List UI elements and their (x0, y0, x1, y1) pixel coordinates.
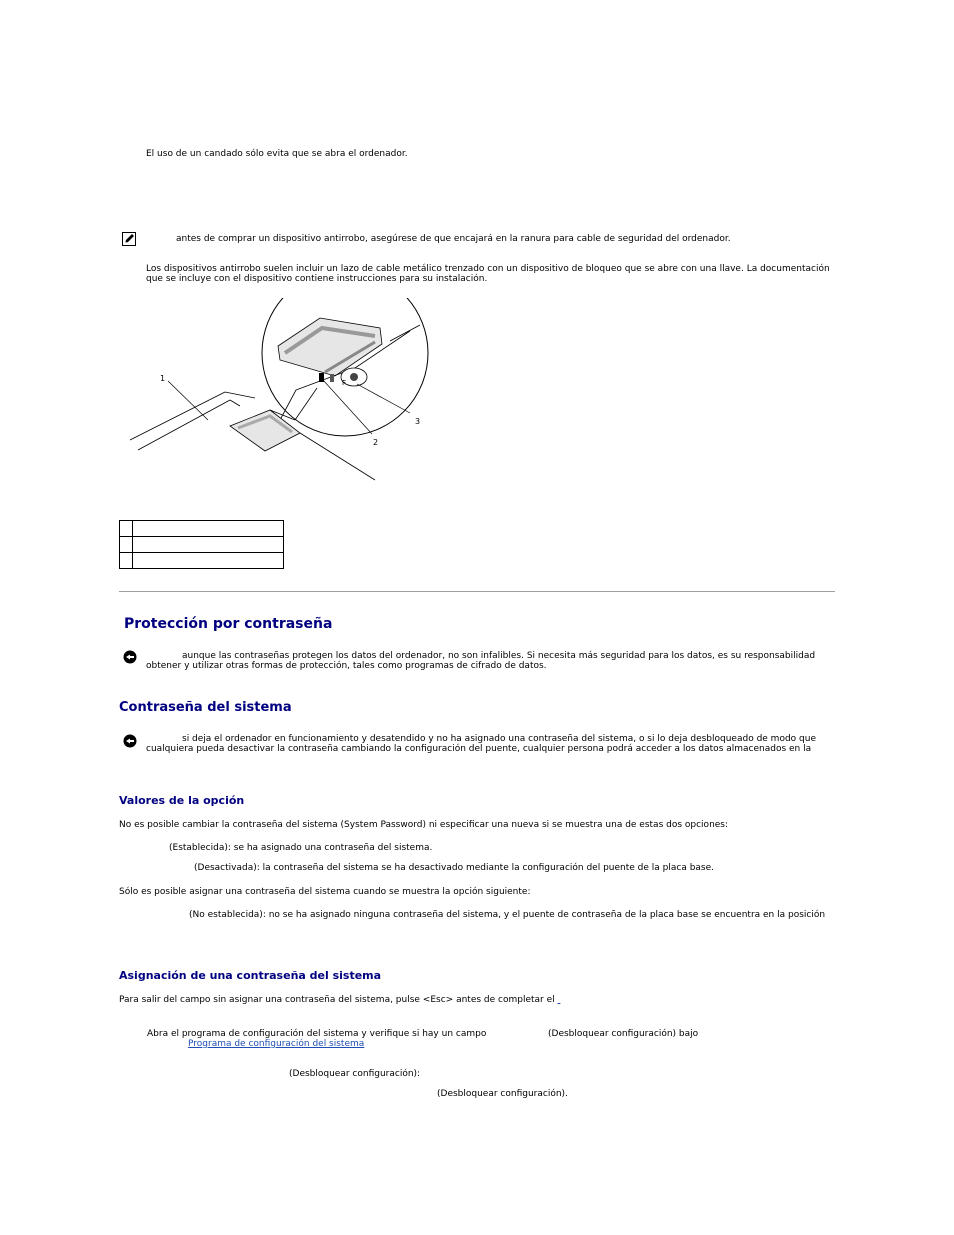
step-1-text-b: (Desbloquear configuración) bajo (548, 1029, 699, 1039)
security-slot-figure (120, 298, 440, 483)
section-title-option-values: Valores de la opción (119, 794, 245, 807)
legend-cell (133, 537, 284, 553)
notice-icon (123, 650, 137, 664)
table-row (120, 521, 284, 537)
section-title-system-password: Contraseña del sistema (119, 700, 292, 715)
password-notice-text: aunque las contraseñas protegen los datos del ordenador, no son infalibles. Si necesita más seguridad para los datos, es su responsabilidad obtener y utilizar otras formas de protección, tales como programas de cifrado de datos. (146, 651, 816, 671)
table-row (120, 537, 284, 553)
intro-text: El uso de un candado sólo evita que se abra el ordenador. (146, 149, 408, 159)
option-not-set: (No establecida): no se ha asignado ninguna contraseña del sistema, y el puente de contraseña de la placa base se encuentra en la posición (189, 910, 826, 920)
step-1-text-a: Abra el programa de configuración del sistema y verifique si hay un campo (147, 1029, 487, 1039)
section-title-password-protection: Protección por contraseña (124, 616, 333, 632)
step-3-text: (Desbloquear configuración). (437, 1089, 568, 1099)
system-setup-link[interactable]: Programa de configuración del sistema (188, 1039, 365, 1049)
notice-icon (123, 734, 137, 748)
note-pencil-icon (122, 232, 136, 246)
assign-intro: Sólo es posible asignar una contraseña del sistema cuando se muestra la opción siguiente: (119, 887, 531, 897)
legend-cell (133, 521, 284, 537)
blank-link[interactable] (558, 995, 588, 1005)
option-set: (Establecida): se ha asignado una contraseña del sistema. (169, 843, 433, 853)
section-title-assign-password: Asignación de una contraseña del sistema (119, 969, 382, 982)
table-row (120, 553, 284, 569)
values-intro: No es posible cambiar la contraseña del sistema (System Password) ni especificar una nueva si se muestra una de estas dos opciones: (119, 820, 729, 830)
exit-instruction: Para salir del campo sin asignar una contraseña del sistema, pulse <Esc> antes de completar el (119, 995, 588, 1005)
callout-legend-table (119, 520, 284, 569)
note-text: antes de comprar un dispositivo antirrobo, asegúrese de que encajará en la ranura para cable de seguridad del ordenador. (176, 234, 731, 244)
svg-text:F: F (342, 379, 347, 387)
legend-cell (133, 553, 284, 569)
callout-1: 1 (160, 374, 166, 383)
option-disabled: (Desactivada): la contraseña del sistema se ha desactivado mediante la configuración del puente de la placa base. (194, 863, 715, 873)
callout-3: 3 (415, 417, 421, 426)
step-2-text: (Desbloquear configuración): (289, 1069, 421, 1079)
system-notice-text: si deja el ordenador en funcionamiento y desatendido y no ha asignado una contraseña del sistema, o si lo deja desbloqueado de modo que cualquiera pueda desactivar la contraseña cambiando la configuración del puente, cualquier persona podrá acceder a los datos almacenados en la (146, 734, 816, 754)
device-text: Los dispositivos antirrobo suelen incluir un lazo de cable metálico trenzado con un dispositivo de bloqueo que se abre con una llave. La documentación que se incluye con el dispositivo contiene instrucciones para su instalación. (146, 264, 830, 284)
callout-2: 2 (373, 438, 379, 447)
section-divider (119, 591, 835, 592)
